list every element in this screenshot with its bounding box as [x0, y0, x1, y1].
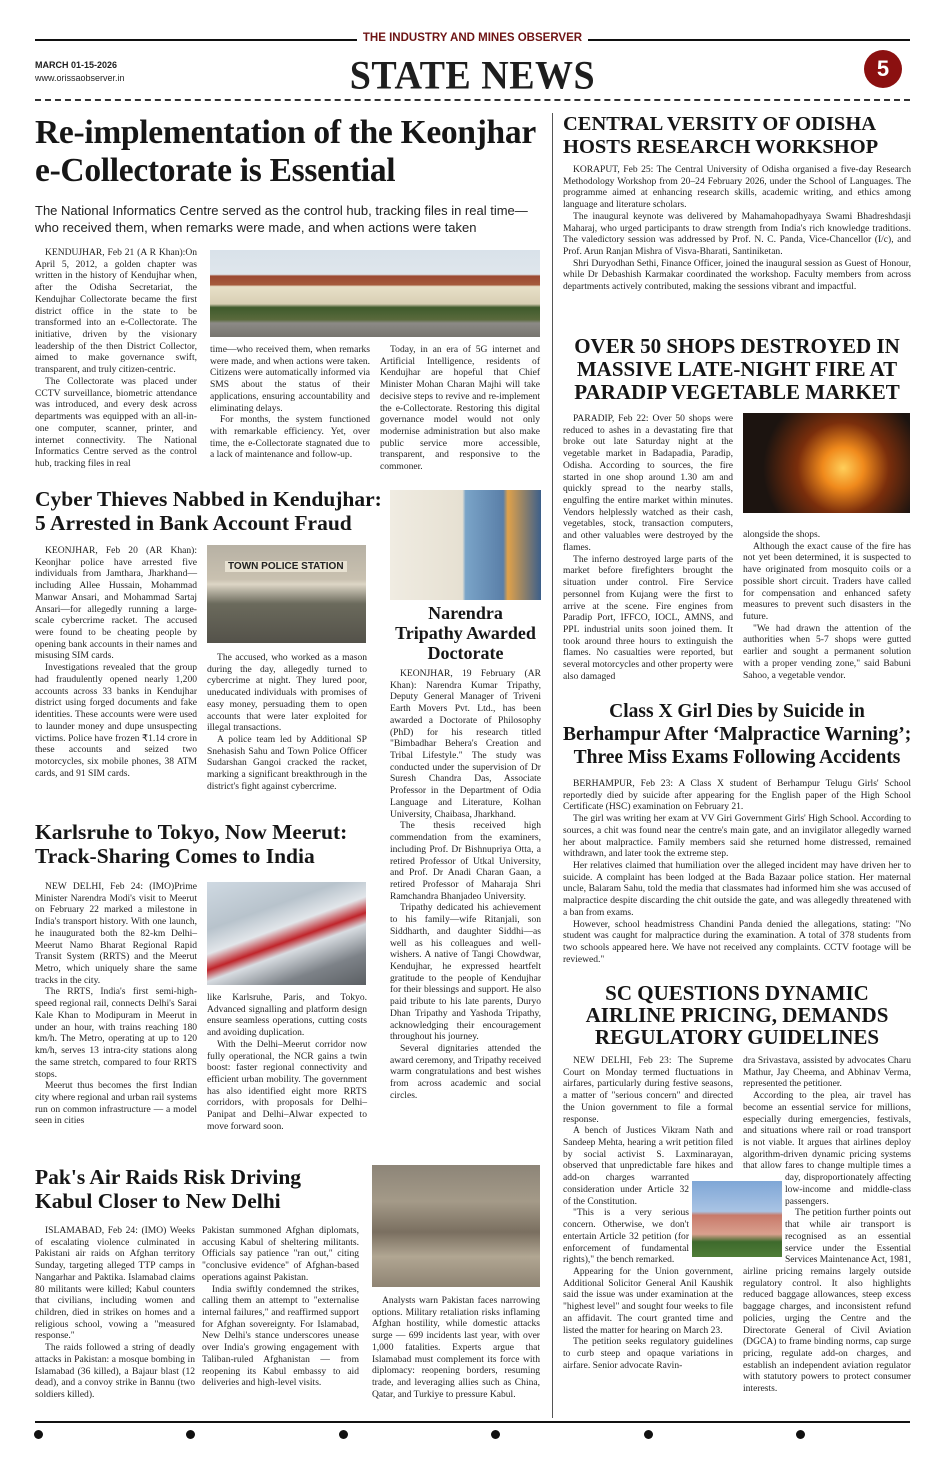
- paragraph: "This is a very serious concern. Otherwise, we don't entertain Article 32 petition (for enforcement of fundamental rights)," the bench remarked.: [563, 1207, 689, 1266]
- headline-tripathy: [390, 603, 541, 663]
- footer-dot: [186, 1430, 195, 1439]
- paragraph: The petition seeks regulatory guidelines to curb steep and opaque variations in airfare. Senior advocate Ravin-: [563, 1336, 733, 1371]
- paragraph: The raids followed a string of deadly attacks in Pakistan: a mosque bombing in Islamabad (36 killed), a Bajaur blast (12 dead), and a convoy strike in Bannu (two soldiers killed).: [35, 1342, 195, 1401]
- market-fire-photo: [743, 413, 910, 513]
- footer-dot: [644, 1430, 653, 1439]
- headline-keonjhar: [35, 114, 536, 189]
- paragraph: KEONJHAR, 19 February (AR Khan): Narendra Kumar Tripathy, Deputy General Manager of Triveni Earth Movers Pvt. Ltd., has been awarded a Doctorate of Philosophy (PhD) for his research titled "Bimbadhar Behera's Creation and Tribal Lifestyle." The study was conducted under the supervision of Dr Suresh Chandra Das, Associate Professor in the Department of Odia Language and Literature, Kolhan University, Chaibasa, Jharkhand.: [390, 668, 541, 820]
- paragraph: Meerut thus becomes the first Indian city where regional and urban rail systems run on common infrastructure — a model seen in cities: [35, 1080, 197, 1127]
- headline-line: Narendra: [428, 603, 503, 623]
- paragraph: With the Delhi–Meerut corridor now fully operational, the NCR gains a twin boost: faster regional connectivity and efficient urban mobility. The government has also identified eight more RRTS corridors, with proposals for Delhi–Panipat and Delhi–Alwar expected to move forward soon.: [207, 1038, 367, 1132]
- headline-line: Cyber Thieves Nabbed in Kendujhar:: [35, 487, 382, 511]
- headline-line: Re-implementation of the Keonjhar: [35, 114, 536, 151]
- paragraph: For months, the system functioned with remarkable efficiency. Yet, over time, the e-Collectorate stagnated due to a lack of maintenance and follow-up.: [210, 414, 370, 461]
- paragraph: India swiftly condemned the strikes, calling them an attempt to "externalise internal failures," and reaffirmed support for Afghan sovereignty. For Islamabad, New Delhi's stance underscores unease over India's growing engagement with Taliban-ruled Afghanistan — from reopening its Kabul embassy to aid deliveries and high-level visits.: [202, 1283, 359, 1389]
- headline-line: CENTRAL VERSITY OF ODISHA: [563, 113, 877, 135]
- article-column: [35, 545, 197, 779]
- article-column: [563, 413, 733, 683]
- headline-line: PARADIP VEGETABLE MARKET: [574, 380, 900, 404]
- headline-fire: [563, 335, 911, 404]
- headline-meerut: [35, 820, 347, 868]
- headline-line: SC QUESTIONS DYNAMIC: [605, 981, 869, 1005]
- paragraph: Several dignitaries attended the award ceremony, and Tripathy received warm congratulations and best wishes from across academic and social circles.: [390, 1043, 541, 1101]
- paragraph: Tripathy dedicated his achievement to his family—wife Ritanjali, son Siddharth, and daughter Siddhi—as well as his colleagues and well-wishers. A native of Tangi Chowdwar, Kendujhar, he expressed heartfelt gratitude to the people of Kendujhar for their blessings and support. He also paid tribute to his late parents, Duryo Dhan Tripathy and Yashoda Tripathy, acknowledging their encouragement throughout his journey.: [390, 902, 541, 1043]
- article-column: [210, 344, 370, 461]
- collectorate-building-photo: [210, 250, 540, 337]
- paragraph: Although the exact cause of the fire has not yet been determined, it is suspected to have originated from mosquito coils or a possible short circuit. Traders have called for compensation and enhanced safety measures to prevent such disasters in the future.: [743, 540, 911, 623]
- article-column: [372, 1295, 540, 1400]
- publication-name: [0, 32, 945, 44]
- paragraph: The RRTS, India's first semi-high-speed regional rail, connects Delhi's Sarai Kale Khan to Modipuram in Meerut in under an hour, with trains reaching 180 km/h. The Metro, operating at up to 120 km/h, serves 13 intra-city stations along the same stretch, compared to four RRTS stops.: [35, 986, 197, 1080]
- article-column: [563, 164, 911, 293]
- paragraph: The petition further points out that while air transport is recognised as an essential service under the Essential Services Maintenance Act, 1981, airline pricing remains largely outside regulatory control. It also highlights reduced baggage allowances, steep excess baggage charges, and inconsistent refund policies, urging the Centre and the Directorate General of Civil Aviation (DGCA) to frame binding norms, cap surge pricing, regulate add-on charges, and establish an independent aviation regulator with statutory powers to protect consumer interests.: [743, 1207, 911, 1395]
- article-column: [207, 652, 367, 793]
- headline-airfare: [563, 982, 911, 1048]
- headline-line: Three Miss Exams Following Accidents: [573, 747, 901, 768]
- headline-line: REGULATORY GUIDELINES: [594, 1025, 880, 1049]
- section-title: STATE NEWS: [349, 53, 596, 99]
- paragraph: The inaugural keynote was delivered by Mahamahopadhyaya Swami Bhadreshdasji Maharaj, who urged participants to draw strength from India's rich knowledge traditions. The valedictory session was addressed by Prof. N. C. Panda, Vice-Chancellor (I/c), and Prof. Arun Ranjan Mishra of Visva-Bharati, Santiniketan.: [563, 210, 911, 258]
- paragraph: time—who received them, when remarks were made, and when actions were taken. Citizens were automatically informed via SMS about the status of their applications, ensuring accountability and eliminating delays.: [210, 344, 370, 414]
- headline-line: Tripathy Awarded: [395, 623, 536, 643]
- column-divider: [552, 113, 553, 1418]
- article-column: [35, 881, 197, 1127]
- paragraph: The inferno destroyed large parts of the market before firefighters brought the situation under control. Fire Service personnel from Kujang were the first to arrive at the scene. Fire engines from Paradip Port, IFFCO, IOCL, AMNS, and PPL industrial units soon joined them. It took around three hours to extinguish the flames. No casualties were reported, but several motorcycles and other property were also damaged: [563, 553, 733, 682]
- namo-bharat-train-photo: [207, 882, 366, 985]
- paragraph: Today, in an era of 5G internet and Artificial Intelligence, residents of Kendujhar are hopeful that Chief Minister Mohan Charan Majhi will take decisive steps to revive and re-implement the e-Collectorate. Restoring this digital governance model would not only modernise administration but also make public service more accessible, transparent, and responsive to the commoner.: [380, 344, 540, 473]
- website-url: www.orissaobserver.in: [35, 73, 125, 83]
- paragraph: According to the plea, air travel has become an essential service for millions, especially during emergencies, festivals, and situations where rail or road transport is not viable. It argues that airlines deploy algorithm-driven dynamic pricing systems that allow fares to change multiple times a day, disproportionately affecting low-income and middle-class passengers.: [743, 1090, 911, 1207]
- footer-dot: [491, 1430, 500, 1439]
- headline-line: MASSIVE LATE-NIGHT FIRE AT: [576, 357, 898, 381]
- headline-line: e-Collectorate is Essential: [35, 151, 396, 189]
- masthead-dashed-rule: [35, 99, 910, 101]
- article-column: [35, 247, 197, 470]
- paragraph: "We had drawn the attention of the authorities when 5-7 shops were gutted earlier and sought a permanent solution with a proper vending zone," said Babuni Sahoo, a vegetable vendor.: [743, 622, 911, 681]
- issue-date: MARCH 01-15-2026: [35, 60, 118, 70]
- headline-classx: [563, 700, 911, 769]
- paragraph: However, school headmistress Chandini Panda denied the allegations, stating: "No student was caught for malpractice during the examination. A total of 378 students from two schools appeared here. We have not received any complaints. CCTV footage will be reviewed.": [563, 918, 911, 965]
- paragraph: KEONJHAR, Feb 20 (AR Khan): Keonjhar police have arrested five individuals from Jamthara, Jharkhand—including Allee Hussain, Mohammad Manwar Ansari, and Mohammad Sartaj Ansari—for allegedly running a large-scale cybercrime racket. The accused were found to be cheating people by opening bank accounts in their names and misusing SIM cards.: [35, 545, 197, 662]
- paragraph: Appearing for the Union government, Additional Solicitor General Anil Kaushik said the issue was under examination at the "highest level" and sought four weeks to file an affidavit. The court granted time and listed the matter for hearing on March 23.: [563, 1265, 733, 1336]
- headline-line: Class X Girl Dies by Suicide in: [609, 701, 865, 722]
- article-column: [207, 992, 367, 1133]
- headline-cyber: [35, 487, 382, 535]
- air-raid-rubble-photo: [372, 1165, 540, 1287]
- headline-line: Karlsruhe to Tokyo, Now Meerut:: [35, 820, 348, 844]
- headline-line: Kabul Closer to New Delhi: [35, 1189, 281, 1214]
- paragraph: A police team led by Additional SP Snehasish Sahu and Town Police Officer Sudarshan Gangoi cracked the racket, marking a significant breakthrough in the district's fight against cybercrime.: [207, 734, 367, 792]
- paragraph: KORAPUT, Feb 25: The Central University of Odisha organised a five-day Research Methodology Workshop from 20–24 February 2026, under the School of Languages. The programme aimed at enhancing research skills, academic writing, and ethics among language and literature scholars.: [563, 164, 911, 211]
- headline-line: Track-Sharing Comes to India: [35, 844, 315, 869]
- paragraph: Her relatives claimed that humiliation over the alleged incident may have driven her to suicide. A complaint has been lodged at the Bada Bazaar police station. Her maternal uncle, Balaram Sahu, told the media that classmates had informed him she was accused of malpractice despite discarding the chit outside the gate, and was allegedly threatened with a ban from exams.: [563, 860, 911, 918]
- deck-keonjhar: The National Informatics Centre served as the control hub, tracking files in real time—who received them, when remarks were made, and when actions were taken: [35, 203, 528, 235]
- paragraph: The thesis received high commendation from the examiners, including Prof. Dr Bishnupriya Otta, a retired Professor of Utkal University, and Prof. Dr Anadi Charan Gaan, a retired Professor of Maharaja Shri Ramchandra Bhanjadeo University.: [390, 820, 541, 902]
- paragraph: like Karlsruhe, Paris, and Tokyo. Advanced signalling and platform design ensure seamless operations, cutting costs and avoiding duplication.: [207, 992, 367, 1039]
- paragraph: alongside the shops.: [743, 529, 821, 540]
- supreme-court-photo: [692, 1181, 782, 1257]
- paragraph: PARADIP, Feb 22: Over 50 shops were reduced to ashes in a devastating fire that broke out late Saturday night at the vegetable market in Badapadia, Paradip, Odisha. According to sources, the fire started in one shop around 1.30 am and quickly spread to the nearby stalls, engulfing the entire market within minutes. Vendors helplessly watched as their cash, vegetables, stock, transaction computers, and other valuables were destroyed by the flames.: [563, 413, 733, 553]
- headline-line: AIRLINE PRICING, DEMANDS: [585, 1003, 889, 1027]
- article-column: [380, 344, 540, 473]
- article-column: [563, 778, 911, 966]
- paragraph: The accused, who worked as a mason during the day, allegedly turned to cybercrime at night. They lured poor, uneducated individuals with promises of easy money, persuading them to open accounts that were later exploited for illegal transactions.: [207, 652, 367, 734]
- article-column: [390, 668, 541, 1102]
- paragraph: Shri Duryodhan Sethi, Finance Officer, joined the inaugural session as Guest of Honour, while Dr Debashish Karmakar coordinated the workshop. Faculty members from across departments actively contributed, making the sessions vibrant and impactful.: [563, 257, 911, 293]
- paragraph: ISLAMABAD, Feb 24: (IMO) Weeks of escalating violence culminated in Pakistani air raids on Afghan territory Sunday, targeting alleged TTP camps in Nangarhar and Paktika. Islamabad claims 80 militants were killed; Kabul counters that civilians, including women and children, died in strikes on homes and a religious school, vowing a "measured response.": [35, 1225, 195, 1342]
- certificate-and-portrait-photo: [390, 490, 541, 600]
- article-column: [743, 529, 911, 681]
- paragraph: Analysts warn Pakistan faces narrowing options. Military retaliation risks inflaming Afghan hostility, while domestic attacks surge — 699 incidents last year, with over 1,000 fatalities. Experts argue that Islamabad must complement its force with diplomacy: reopening borders, resuming trade, and leveraging allies such as China, Qatar, and Turkiye to pressure Kabul.: [372, 1295, 540, 1400]
- town-police-station-photo: [207, 545, 366, 643]
- paragraph: BERHAMPUR, Feb 23: A Class X student of Berhampur Telugu Girls' School reportedly died by suicide after appearing for the English paper of the High School Certificate (HSC) examination on February 21.: [563, 778, 911, 813]
- headline-line: Pak's Air Raids Risk Driving: [35, 1165, 302, 1189]
- publication-name-text: THE INDUSTRY AND MINES OBSERVER: [357, 32, 588, 44]
- headline-line: HOSTS RESEARCH WORKSHOP: [563, 136, 879, 158]
- paragraph: A bench of Justices Vikram Nath and Sandeep Mehta, hearing a writ petition filed by social activist S. Laxminarayan, observed that unpredictable fare hikes and add-on charges warranted consideration under Article 32 of the Constitution.: [563, 1125, 733, 1207]
- headline-cuo: [563, 113, 878, 159]
- page-number-badge: 5: [864, 50, 902, 88]
- headline-line: Berhampur After ‘Malpractice Warning’;: [563, 724, 912, 745]
- paragraph: The Collectorate was placed under CCTV surveillance, biometric attendance was introduced, and every desk across departments was equipped with an all-in-one computer, scanner, printer, and internet connectivity. The National Informatics Centre served as the control hub, tracking files in real: [35, 375, 197, 469]
- footer-rule: [35, 1421, 910, 1423]
- paragraph: dra Srivastava, assisted by advocates Charu Mathur, Jay Cheema, and Abhinav Verma, represented the petitioner.: [743, 1055, 911, 1090]
- headline-line: 5 Arrested in Bank Account Fraud: [35, 511, 352, 536]
- footer-dot: [796, 1430, 805, 1439]
- paragraph: NEW DELHI, Feb 24: (IMO)Prime Minister Narendra Modi's visit to Meerut on February 22 marked a milestone in India's transport history. With one launch, he inaugurated both the 82-km Delhi–Meerut Namo Bharat Regional Rapid Transit System (RRTS) and the Meerut Metro, which uniquely share the same tracks in the city.: [35, 881, 197, 986]
- paragraph: Investigations revealed that the group had fraudulently opened nearly 1,200 accounts across 33 banks in Kendujhar district using forged documents and fake identities. These accounts were were used to launder money and dupe unsuspecting victims. Police have frozen ₹1.14 crore in these accounts and seized two motorcycles, six mobile phones, 38 ATM cards, and 91 SIM cards.: [35, 662, 197, 779]
- paragraph: KENDUJHAR, Feb 21 (A R Khan):On April 5, 2012, a golden chapter was written in the history of Kendujhar when, after the Odisha Secretariat, the Kendujhar Collectorate became the first district office in the state to be transformed into an e-Collectorate. The initiative, driven by the visionary leadership of the then District Collector, aimed to make governance swift, transparent, and truly citizen-centric.: [35, 247, 197, 376]
- headline-line: Doctorate: [427, 643, 504, 663]
- footer-dot: [34, 1430, 43, 1439]
- article-column: [35, 1225, 195, 1401]
- footer-dot: [339, 1430, 348, 1439]
- headline-line: OVER 50 SHOPS DESTROYED IN: [574, 334, 900, 358]
- paragraph: NEW DELHI, Feb 23: The Supreme Court on Monday termed fluctuations in airfares, particularly during festive seasons, a matter of "serious concern" and directed the Union government to file a formal response.: [563, 1055, 733, 1125]
- article-column: [202, 1225, 359, 1389]
- paragraph: The girl was writing her exam at VV Giri Government Girls' High School. According to sources, a chit was found near the centre's main gate, and an invigilator allegedly warned her about malpractice. Family members said she returned home distressed, remained withdrawn, and later took the extreme step.: [563, 813, 911, 860]
- police-station-sign: TOWN POLICE STATION: [225, 561, 347, 572]
- headline-pak: [35, 1165, 301, 1213]
- paragraph: Pakistan summoned Afghan diplomats, accusing Kabul of sheltering militants. Officials say patience "ran out," citing "conclusive evidence" of Afghan-based operations against Pakistan.: [202, 1225, 359, 1283]
